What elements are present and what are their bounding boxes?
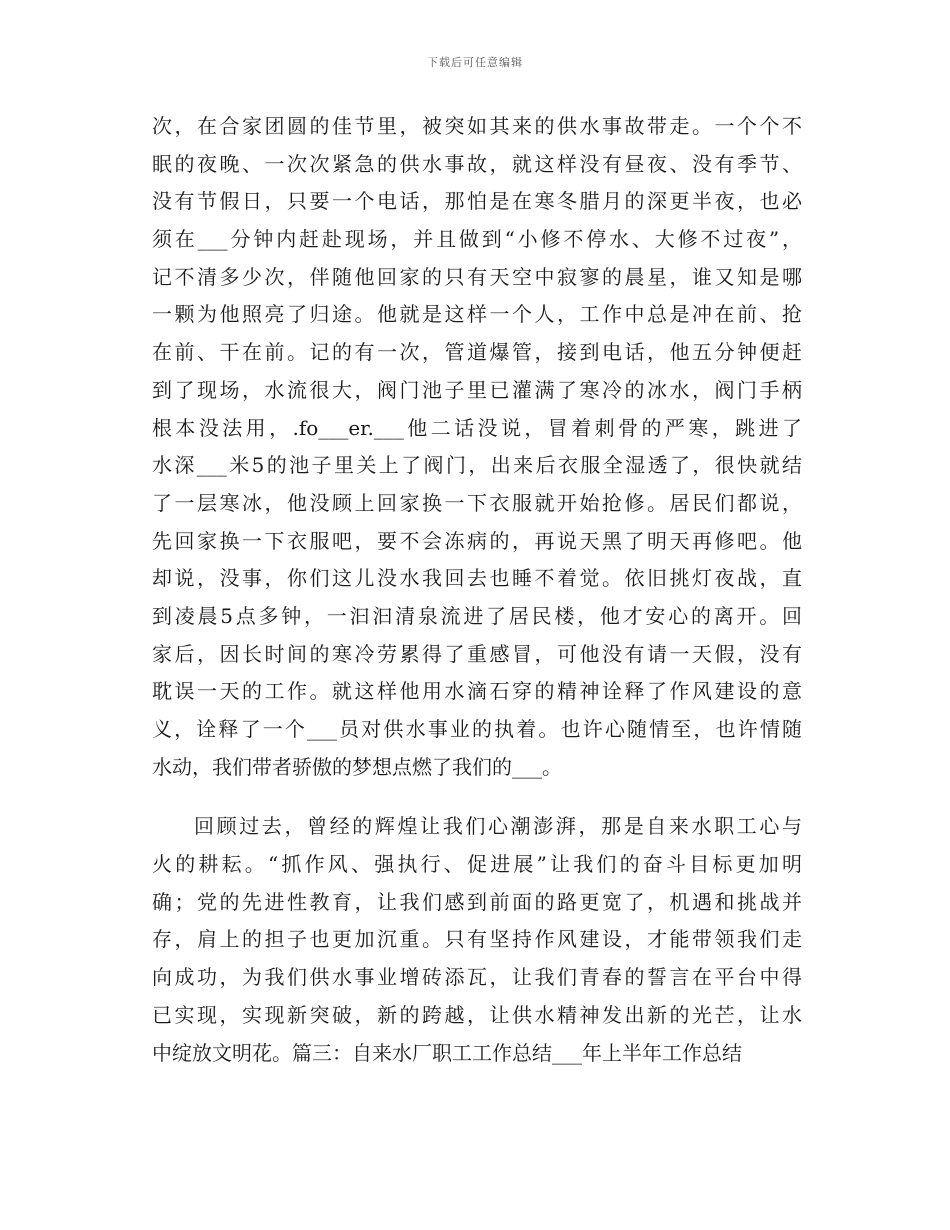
text-line: 水动，我们带者骄傲的梦想点燃了我们的___。	[152, 754, 562, 779]
text-line: 回顾过去，曾经的辉煌让我们心潮澎湃，那是自来水职工心与	[194, 814, 802, 839]
text-line: 先回家换一下衣服吧，要不会冻病的，再说天黑了明天再修吧。他	[152, 528, 802, 553]
text-line: 已实现，实现新突破，新的跨越，让供水精神发出新的光芒，让水	[152, 1002, 802, 1027]
text-line: 火的耕耘。“抓作风、强执行、促进展”让我们的奋斗目标更加明	[152, 852, 802, 877]
text-line: 到了现场，水流很大，阀门池子里已灌满了寒冷的冰水，阀门手柄	[152, 377, 802, 402]
text-line: 确；党的先进性教育，让我们感到前面的路更宽了，机遇和挑战并	[152, 889, 802, 914]
text-line: 到凌晨5点多钟，一汩汩清泉流进了居民楼，他才安心的离开。回	[152, 603, 802, 628]
text-line: 记不清多少次，伴随他回家的只有天空中寂寥的晨星，谁又知是哪	[152, 264, 802, 289]
text-line: 眠的夜晚、一次次紧急的供水事故，就这样没有昼夜、没有季节、	[152, 151, 802, 176]
text-line: 中绽放文明花。篇三：自来水厂职工工作总结___年上半年工作总结	[152, 1040, 742, 1065]
text-line: 根本没法用，.fo___er.___他二话没说，冒着刺骨的严寒，跳进了	[152, 415, 802, 440]
text-line: 存，肩上的担子也更加沉重。只有坚持作风建设，才能带领我们走	[152, 927, 802, 952]
paragraph-spacer	[152, 786, 802, 808]
text-line: 家后，因长时间的寒冷劳累得了重感冒，可他没有请一天假，没有	[152, 641, 802, 666]
text-line: 义，诠释了一个___员对供水事业的执着。也许心随情至，也许情随	[152, 717, 802, 741]
text-line: 向成功，为我们供水事业增砖添瓦，让我们青春的誓言在平台中得	[152, 965, 802, 990]
text-line: 却说，没事，你们这儿没水我回去也睡不着觉。依旧挑灯夜战，直	[152, 566, 802, 591]
text-line: 耽误一天的工作。就这样他用水滴石穿的精神诠释了作风建设的意	[152, 679, 802, 704]
text-line: 须在___分钟内赶赴现场，并且做到“小修不停水、大修不过夜”，	[152, 227, 802, 252]
text-line: 次，在合家团圆的佳节里，被突如其来的供水事故带走。一个个不	[152, 114, 802, 138]
text-line: 一颗为他照亮了归途。他就是这样一个人，工作中总是冲在前、抢	[152, 302, 802, 327]
text-line: 没有节假日，只要一个电话，那怕是在寒冬腊月的深更半夜，也必	[152, 189, 802, 214]
paragraph-1	[152, 108, 802, 786]
page-header: 下载后可任意编辑	[427, 56, 523, 69]
paragraph-2	[152, 808, 802, 1072]
document-body	[152, 108, 802, 1072]
text-line: 水深___米5的池子里关上了阀门，出来后衣服全湿透了，很快就结	[152, 453, 802, 478]
text-line: 在前、干在前。记的有一次，管道爆管，接到电话，他五分钟便赶	[152, 340, 802, 365]
text-line: 了一层寒冰，他没顾上回家换一下衣服就开始抢修。居民们都说，	[152, 490, 802, 515]
